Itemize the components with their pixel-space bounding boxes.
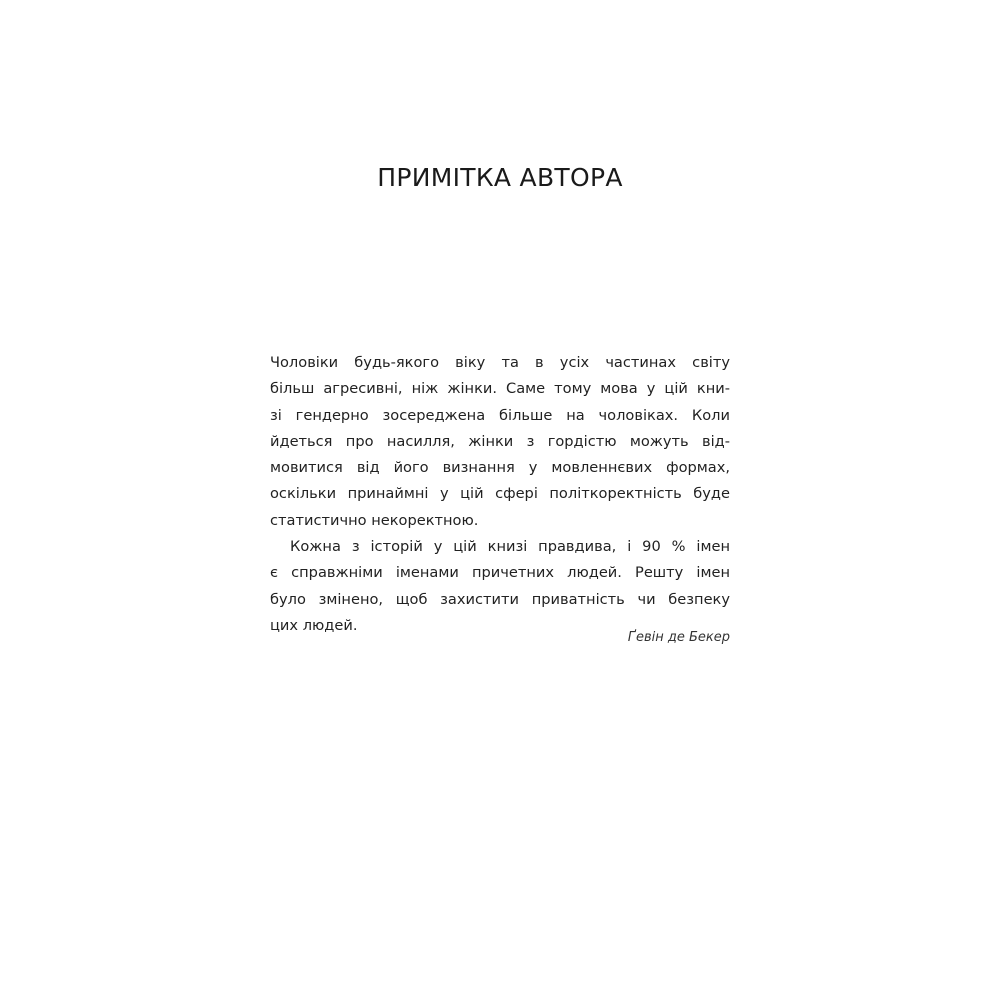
author-signature: Ґевін де Бекер	[628, 630, 730, 645]
paragraph-1-line-7: статистично некоректною.	[270, 511, 479, 529]
paragraph-2-line-2: є справжніми іменами причетних людей. Решту імен	[270, 564, 730, 582]
paragraph-2-line-3: було змінено, щоб захистити приватність чи безпеку	[270, 590, 730, 608]
author-note-body	[270, 350, 730, 639]
paragraph-1-line-6: оскільки принаймні у цій сфері політкоректність буде	[270, 485, 730, 503]
paragraph-1-line-5: мовитися від його визнання у мовленнєвих формах,	[270, 459, 730, 477]
paragraph-1-line-3: зі гендерно зосереджена більше на чоловіках. Коли	[270, 406, 730, 424]
paragraph-2-line-4: цих людей.	[270, 616, 358, 634]
paragraph-1-line-4: йдеться про насилля, жінки з гордістю можуть від-	[270, 432, 730, 450]
paragraph-1-line-1: Чоловіки будь-якого віку та в усіх частинах світу	[270, 354, 730, 371]
paragraph-1-line-2: більш агресивні, ніж жінки. Саме тому мова у цій кни-	[270, 380, 730, 398]
page-title: ПРИМІТКА АВТОРА	[377, 163, 623, 192]
paragraph-2-line-1: Кожна з історій у цій книзі правдива, і 90 % імен	[290, 538, 730, 556]
